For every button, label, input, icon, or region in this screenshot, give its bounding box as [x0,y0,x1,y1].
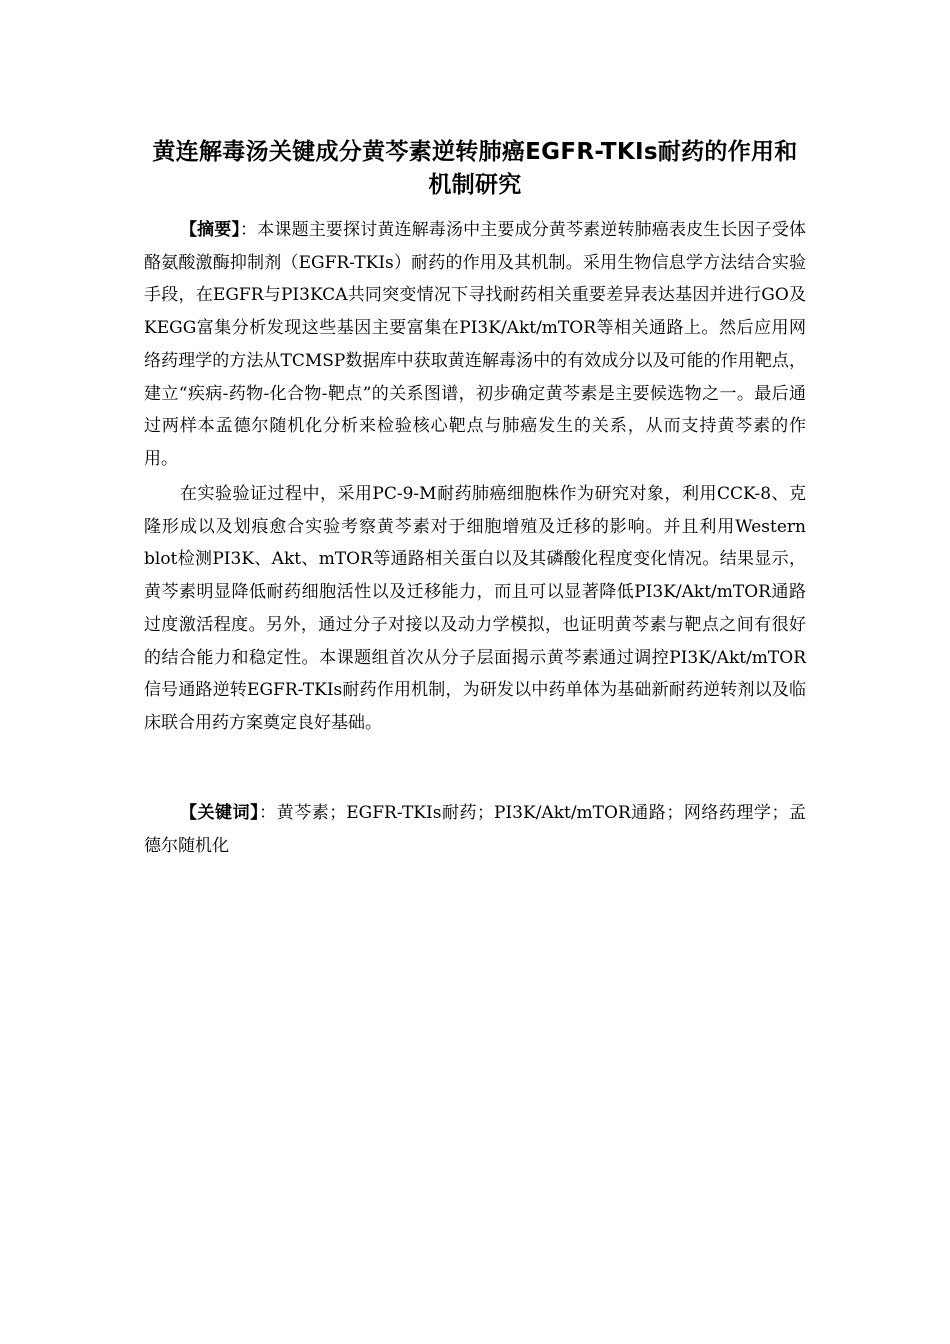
abstract-text-2: 在实验验证过程中，采用PC-9-M耐药肺癌细胞株作为研究对象，利用CCK-8、克隆形成以及划痕愈合实验考察黄芩素对于细胞增殖及迁移的影响。并且利用Western blot检测PI3K、Akt、mTOR等通路相关蛋白以及其磷酸化程度变化情况。结果显示，黄芩素明显降低耐药细胞活性以及迁移能力，而且可以显著降低PI3K/Akt/mTOR通路过度激活程度。另外，通过分子对接以及动力学模拟，也证明黄芩素与靶点之间有很好的结合能力和稳定性。本课题组首次从分子层面揭示黄芩素通过调控PI3K/Akt/mTOR信号通路逆转EGFR-TKIs耐药作用机制，为研发以中药单体为基础新耐药逆转剂以及临床联合用药方案奠定良好基础。 [144,484,806,733]
keywords-colon: ： [259,803,277,823]
abstract-paragraph-1 [144,214,806,476]
abstract-colon: ： [240,220,258,240]
keywords-label: 【关键词】 [180,803,260,823]
abstract-text-1: 本课题主要探讨黄连解毒汤中主要成分黄芩素逆转肺癌表皮生长因子受体酪氨酸激酶抑制剂（EGFR-TKIs）耐药的作用及其机制。采用生物信息学方法结合实验手段，在EGFR与PI3KCA共同突变情况下寻找耐药相关重要差异表达基因并进行GO及KEGG富集分析发现这些基因主要富集在PI3K/Akt/mTOR等相关通路上。然后应用网络药理学的方法从TCMSP数据库中获取黄连解毒汤中的有效成分以及可能的作用靶点，建立“疾病-药物-化合物-靶点”的关系图谱，初步确定黄芩素是主要候选物之一。最后通过两样本孟德尔随机化分析来检验核心靶点与肺癌发生的关系，从而支持黄芩素的作用。 [144,220,807,469]
paper-title: 黄连解毒汤关键成分黄芩素逆转肺癌EGFR-TKIs耐药的作用和机制研究 [152,139,798,198]
abstract-label: 【摘要】 [180,220,241,240]
keywords-paragraph [144,797,806,862]
keywords-text: 黄芩素；EGFR-TKIs耐药；PI3K/Akt/mTOR通路；网络药理学；孟德尔随机化 [144,803,807,856]
abstract-paragraph-2 [144,478,806,740]
